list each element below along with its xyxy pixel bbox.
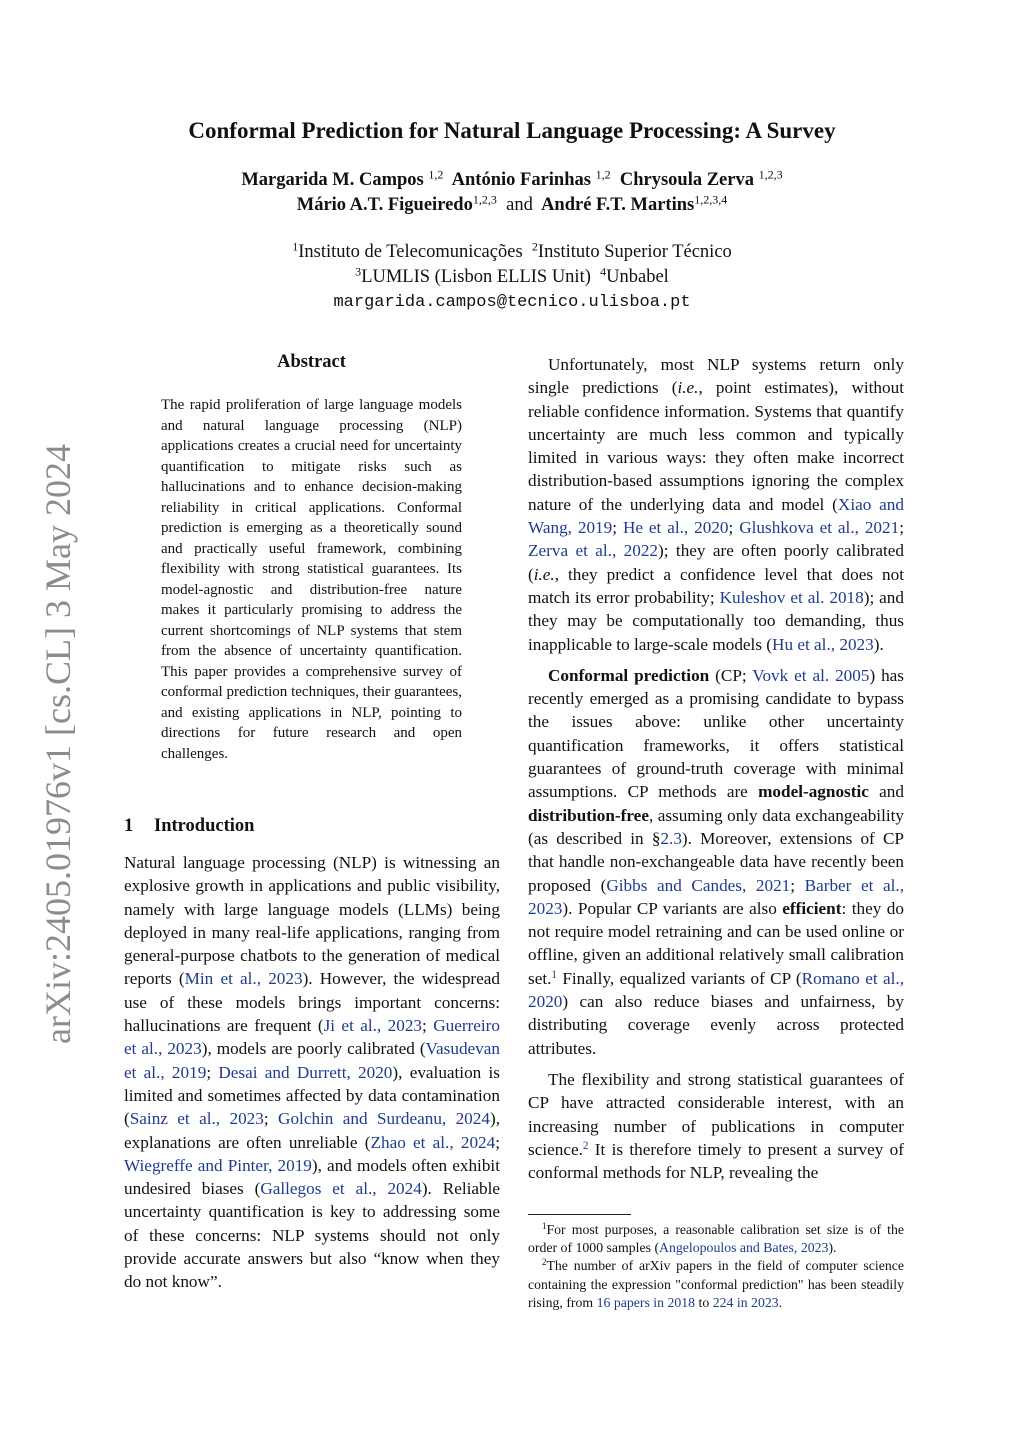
body-text: ). Popular CP variants are also <box>562 898 783 918</box>
affil-sup: 4 <box>600 264 607 279</box>
body-text: ), evaluation is limited and sometimes affected by data contamination ( <box>124 1062 501 1129</box>
section-title: Introduction <box>154 816 255 836</box>
left-column <box>124 851 500 1294</box>
intro-paragraph-2 <box>528 353 904 656</box>
abstract-heading: Abstract <box>277 352 346 372</box>
body-text: The flexibility and strong statistical guarantees of CP have attracted considerable interest, with an increasing number of publications in computer science. <box>528 1069 904 1159</box>
author-conjunction: and <box>506 195 533 215</box>
body-text: , they predict a confidence level that does not match its error probability; <box>528 564 904 607</box>
citation-link[interactable]: Zhao et al., 2024 <box>370 1132 496 1152</box>
bold-term: model-agnostic <box>758 782 869 802</box>
citation-link[interactable]: Golchin and Surdeanu, 2024 <box>278 1109 490 1129</box>
citation-link[interactable]: Vovk et al. 2005 <box>752 665 870 685</box>
citation-link[interactable]: Guerreiro et al., 2023 <box>124 1016 500 1059</box>
citation-link[interactable]: Gallegos et al., 2024 <box>260 1179 422 1199</box>
author-name: Mário A.T. Figueiredo <box>296 195 473 215</box>
author-name: Chrysoula Zerva <box>619 170 754 190</box>
section-ref-link[interactable]: 2.3 <box>660 828 682 848</box>
footnote-text: to <box>695 1294 713 1310</box>
author-name: Margarida M. Campos <box>241 170 424 190</box>
footnote-divider <box>528 1214 631 1215</box>
body-text: Natural language processing (NLP) is witnessing an explosive growth in applications and public visibility, namely with large language models (LLMs) being deployed in many real-life applications, ranging from general-purpose chatbots to the generation of medical reports ( <box>124 853 500 989</box>
intro-paragraph-4 <box>528 1068 904 1184</box>
body-text: ; <box>612 518 623 538</box>
body-text: ). However, the widespread use of these models brings important concerns: hallucinations are frequent ( <box>124 969 500 1036</box>
bold-term: efficient <box>782 898 842 918</box>
body-text: ) has recently emerged as a promising candidate to bypass the issues above: unlike other uncertainty quantification frameworks, it offers statistical guarantees of ground-truth coverage with minimal assumptions. CP methods are <box>528 665 904 802</box>
footnote-text: For most purposes, a reasonable calibration set size is of the order of 1000 samples ( <box>528 1222 904 1256</box>
body-text: ). <box>873 634 884 654</box>
citation-link[interactable]: He et al., 2020 <box>622 518 729 538</box>
body-text: Finally, equalized variants of CP ( <box>556 968 802 988</box>
author-affil-sup: 1,2,3 <box>472 192 497 207</box>
citation-link[interactable]: Vasudevan et al., 2019 <box>124 1039 501 1082</box>
author-affil-sup: 1,2,3 <box>758 167 783 182</box>
body-text: ) can also reduce biases and unfairness, by distributing coverage evenly across protected attributes. <box>528 992 904 1058</box>
body-text: , assuming only data exchangeability (as described in § <box>528 805 904 848</box>
arxiv-side-stamp: arXiv:2405.01976v1 [cs.CL] 3 May 2024 <box>38 444 78 1044</box>
body-text: Unfortunately, most NLP systems return only single predictions ( <box>528 355 904 398</box>
citation-link[interactable]: Ji et al., 2023 <box>323 1016 423 1036</box>
citation-link[interactable]: Sainz et al., 2023 <box>129 1109 264 1129</box>
footnote-text: . <box>778 1294 783 1310</box>
affiliation: Instituto de Telecomunicações <box>298 242 523 262</box>
citation-link[interactable]: Desai and Durrett, 2020 <box>218 1062 393 1082</box>
right-column <box>528 353 904 1184</box>
section-heading-introduction <box>124 816 499 837</box>
affiliation: Unbabel <box>606 267 669 287</box>
citation-link[interactable]: Wiegreffe and Pinter, 2019 <box>124 1155 312 1175</box>
body-text: ); and they may be computationally too demanding, thus inapplicable to large-scale models ( <box>528 587 904 654</box>
body-text: ; <box>899 518 904 538</box>
body-text: ). Reliable uncertainty quantification is key to addressing some of these concerns: NLP systems should not only provide accurate answers but also “know when they do not know”. <box>124 1179 500 1292</box>
citation-link[interactable]: Min et al., 2023 <box>184 969 303 989</box>
body-text: ), models are poorly calibrated ( <box>201 1039 426 1059</box>
footnote-1 <box>528 1221 904 1257</box>
abstract-text: The rapid proliferation of large language models and natural language processing (NLP) applications creates a crucial need for uncertainty quantification to mitigate risks such as hallucinations and to enhance decision-making reliability in critical applications. Conformal prediction is emerging as a theoretically sound and practically useful framework, combining flexibility with strong statistical guarantees. Its model-agnostic and distribution-free nature makes it particularly promising to address the current shortcomings of NLP systems that stem from the absence of uncertainty quantification. This paper provides a comprehensive survey of conformal prediction techniques, their guarantees, and existing applications in NLP, pointing to directions for future research and open challenges. <box>161 397 462 762</box>
footnotes <box>528 1221 904 1312</box>
body-text: (CP; <box>709 665 753 685</box>
body-text: It is therefore timely to present a survey of conformal methods for NLP, revealing the <box>528 1139 904 1183</box>
body-text: ; <box>422 1016 434 1036</box>
body-text: ); they are often poorly calibrated ( <box>528 541 904 584</box>
affiliation-line-2 <box>0 265 1024 290</box>
body-text: ). Moreover, extensions of CP that handle non-exchangeable data have recently been proposed ( <box>528 828 904 895</box>
affil-sup: 1 <box>292 239 299 254</box>
italic-text: i.e. <box>677 378 699 398</box>
italic-text: i.e. <box>533 564 555 584</box>
body-text: , point estimates), without reliable confidence information. Systems that quantify uncertainty are much less common and typically limited in various ways: they often make incorrect distribution-based assumptions ignoring the complex nature of the underlying data and model ( <box>528 378 904 514</box>
author-name: António Farinhas <box>451 170 591 190</box>
body-text: ), and models often exhibit undesired biases ( <box>124 1155 500 1199</box>
author-name: André F.T. Martins <box>541 195 695 215</box>
citation-link[interactable]: Hu et al., 2023 <box>772 634 874 654</box>
section-number: 1 <box>124 816 134 836</box>
affiliation: LUMLIS (Lisbon ELLIS Unit) <box>361 267 591 287</box>
citation-link[interactable]: 224 in 2023 <box>712 1294 779 1310</box>
intro-paragraph-3 <box>528 664 904 1060</box>
citation-link[interactable]: Kuleshov et al. 2018 <box>719 587 864 607</box>
paper-title: Conformal Prediction for Natural Language Processing: A Survey <box>188 118 836 143</box>
body-text: ; <box>728 518 740 538</box>
citation-link[interactable]: Angelopoulos and Bates, 2023 <box>659 1240 829 1256</box>
footnote-marker-link[interactable]: 2 <box>582 1139 589 1152</box>
citation-link[interactable]: Romano et al., 2020 <box>528 968 904 1012</box>
body-text: ; <box>790 875 805 895</box>
citation-link[interactable]: 16 papers in 2018 <box>596 1294 696 1310</box>
affiliation: Instituto Superior Técnico <box>537 242 732 262</box>
bold-term: Conformal prediction <box>548 665 710 685</box>
affiliations <box>0 240 1024 315</box>
citation-link[interactable]: Gibbs and Candes, 2021 <box>606 875 791 895</box>
body-text: ; <box>495 1132 501 1152</box>
author-affil-sup: 1,2,3,4 <box>694 192 728 207</box>
author-affil-sup: 1,2 <box>595 167 611 182</box>
citation-link[interactable]: Barber et al., 2023 <box>528 875 904 918</box>
contact-email: margarida.campos@tecnico.ulisboa.pt <box>333 293 691 312</box>
body-text: ; <box>263 1109 279 1129</box>
footnote-text: ). <box>828 1240 837 1256</box>
intro-paragraph-1 <box>124 851 500 1294</box>
body-text: ; <box>206 1062 219 1082</box>
footnote-mark: 1 <box>542 1221 547 1232</box>
affil-sup: 2 <box>531 239 538 254</box>
footnote-2 <box>528 1257 904 1312</box>
body-text: ), explanations are often unreliable ( <box>124 1109 500 1152</box>
citation-link[interactable]: Glushkova et al., 2021 <box>739 518 900 538</box>
author-line-1 <box>0 168 1024 193</box>
body-text: and <box>868 782 904 802</box>
citation-link[interactable]: Xiao and Wang, 2019 <box>528 494 904 538</box>
footnote-marker-link[interactable]: 1 <box>551 968 557 981</box>
footnote-mark: 2 <box>542 1257 547 1268</box>
author-line-2 <box>0 193 1024 218</box>
author-affil-sup: 1,2 <box>428 167 444 182</box>
footnote-text: The number of arXiv papers in the field of computer science containing the expression "conformal prediction" has been steadily rising, from <box>528 1258 904 1310</box>
body-text: : they do not require model retraining and can be used online or offline, given an additional relatively small calibration set. <box>528 898 904 988</box>
affil-sup: 3 <box>355 264 362 279</box>
affiliation-line-1 <box>0 240 1024 265</box>
bold-term: distribution-free <box>528 805 649 825</box>
citation-link[interactable]: Zerva et al., 2022 <box>528 541 659 561</box>
author-list <box>0 168 1024 218</box>
